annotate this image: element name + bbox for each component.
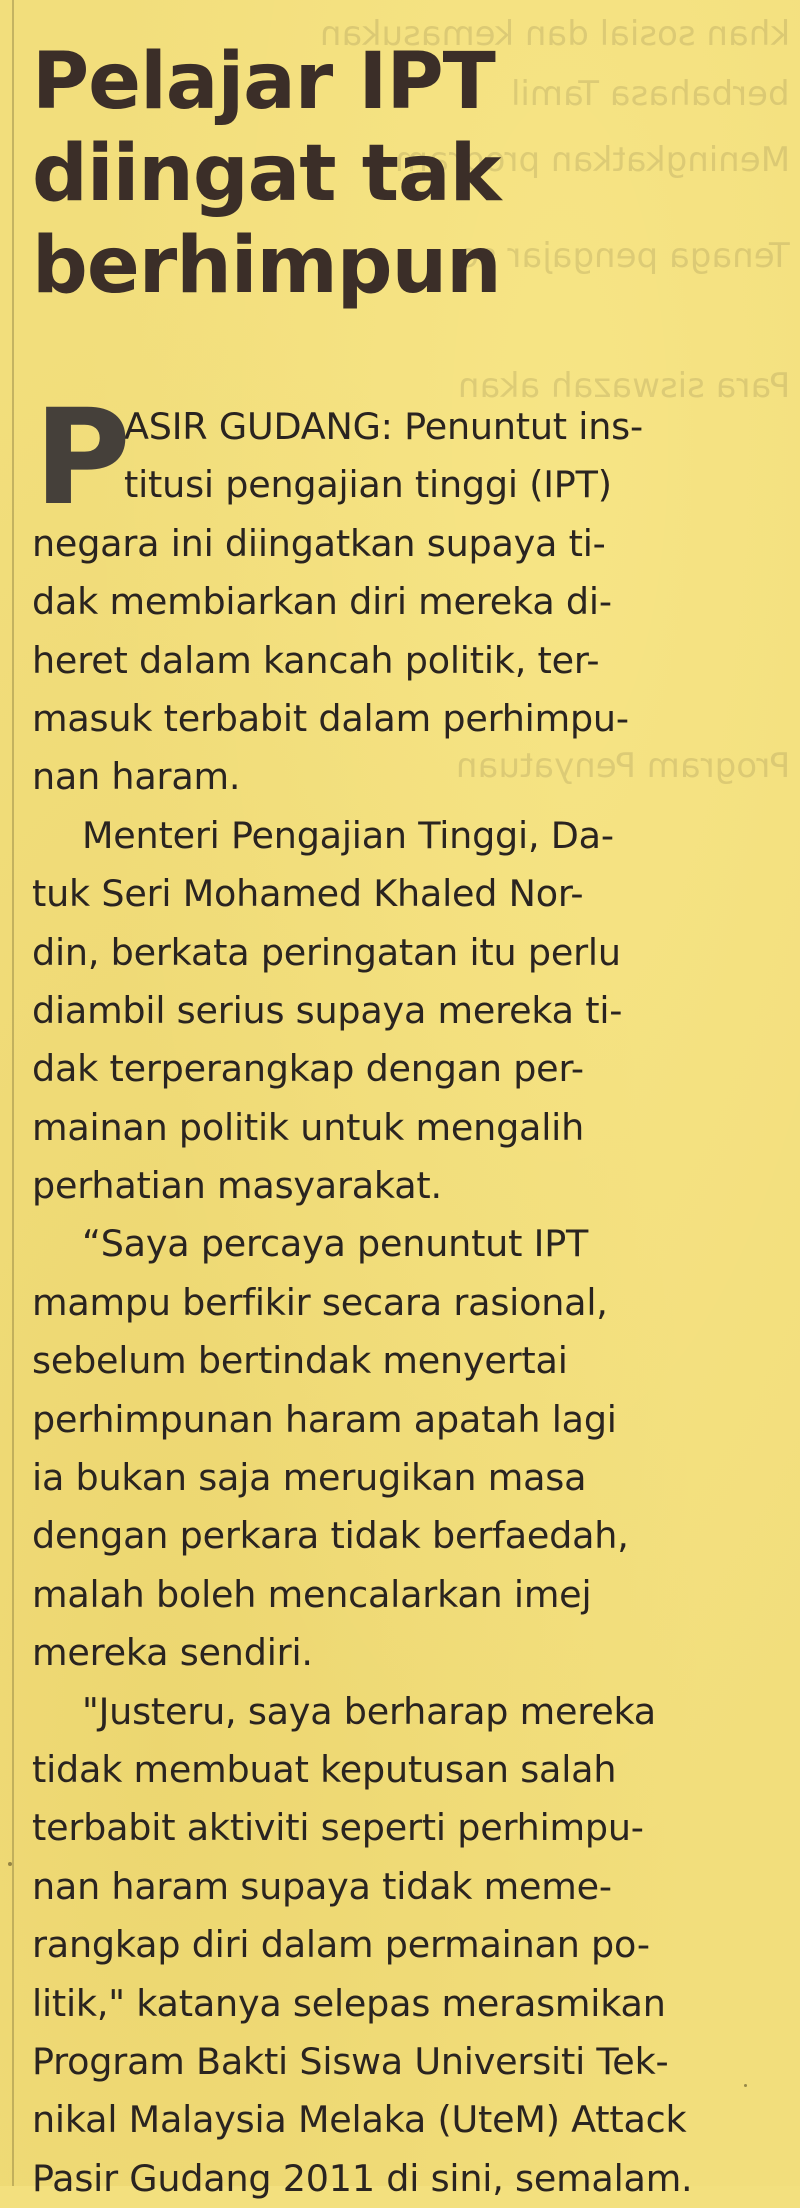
text-line: nan haram supaya tidak meme-	[32, 1864, 612, 1908]
text-line: perhimpunan haram apatah lagi	[32, 1397, 617, 1441]
text-line: mainan politik untuk mengalih	[32, 1105, 585, 1149]
drop-cap: P	[34, 381, 129, 535]
text-line: mampu berfikir secara rasional,	[32, 1280, 608, 1324]
text-line: Menteri Pengajian Tinggi, Da-	[82, 813, 614, 857]
bleed-line: Meningkatkan program	[394, 140, 790, 180]
text-line: nikal Malaysia Melaka (UteM) Attack	[32, 2098, 687, 2142]
text-line: Program Bakti Siswa Universiti Tek-	[32, 2039, 669, 2083]
text-line: ASIR GUDANG: Penuntut ins-	[124, 405, 643, 448]
column-rule	[12, 0, 14, 2186]
bleed-line: Program Penyatuan	[455, 746, 790, 786]
paragraph-2	[32, 807, 770, 1216]
print-speck	[744, 2084, 747, 2087]
text-line: Pasir Gudang 2011 di sini, semalam.	[32, 2156, 693, 2200]
text-line: dak terperangkap dengan per-	[32, 1047, 584, 1091]
text-line: tidak membuat keputusan salah	[32, 1747, 617, 1791]
text-line: masuk terbabit dalam perhimpu-	[32, 696, 629, 740]
headline	[32, 36, 672, 312]
print-speck	[8, 1862, 12, 1866]
bleed-line: berbahasa Tamil	[511, 74, 790, 114]
text-line: mereka sendiri.	[32, 1631, 313, 1675]
headline-line: Pelajar IPT	[32, 37, 495, 127]
text-line: diambil serius supaya mereka ti-	[32, 988, 623, 1032]
paragraph-3	[32, 1215, 770, 1682]
text-line: “Saya percaya penuntut IPT	[82, 1222, 589, 1266]
text-line: perhatian masyarakat.	[32, 1164, 442, 1208]
text-line: heret dalam kancah politik, ter-	[32, 638, 600, 682]
text-line: rangkap diri dalam permainan po-	[32, 1923, 650, 1967]
text-line: malah boleh mencalarkan imej	[32, 1572, 592, 1616]
text-line: "Justeru, saya berharap mereka	[82, 1689, 656, 1733]
text-line: din, berkata peringatan itu perlu	[32, 930, 621, 974]
text-line: sebelum bertindak menyertai	[32, 1339, 568, 1383]
text-line: negara ini diingatkan supaya ti-	[32, 521, 606, 565]
text-line: dengan perkara tidak berfaedah,	[32, 1514, 629, 1558]
paragraph-4	[32, 1683, 770, 2208]
text-line: terbabit aktiviti seperti perhimpu-	[32, 1806, 644, 1850]
bleed-line: Tenaga pengajar se	[458, 236, 790, 276]
text-line: titusi pengajian tinggi (IPT)	[124, 463, 612, 507]
text-line: nan haram.	[32, 755, 241, 799]
text-line: litik," katanya selepas merasmikan	[32, 1981, 666, 2025]
headline-line: diingat tak	[32, 129, 501, 219]
bleed-line: Para siswazah akan	[457, 366, 790, 406]
bleed-line: khan sosial dan kemasukan	[319, 14, 790, 54]
headline-line: berhimpun	[32, 221, 501, 311]
text-line: dak membiarkan diri mereka di-	[32, 580, 612, 624]
text-line: tuk Seri Mohamed Khaled Nor-	[32, 872, 584, 916]
text-line: ia bukan saja merugikan masa	[32, 1456, 587, 1500]
